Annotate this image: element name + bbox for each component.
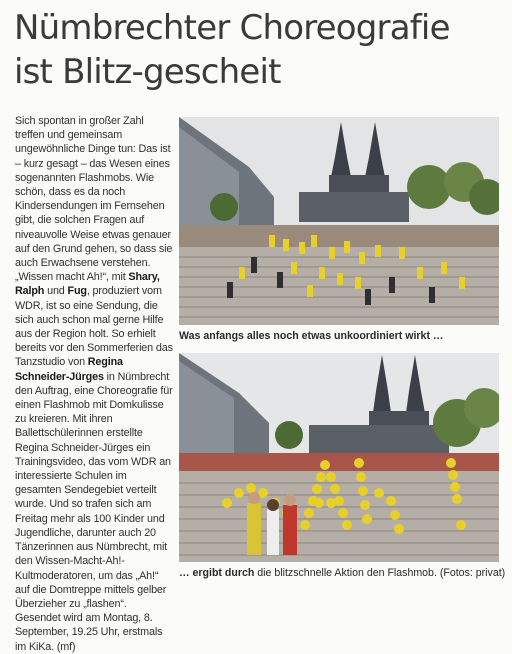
photo-caption-1: Was anfangs alles noch etwas unkoordiniert wirkt …	[179, 330, 444, 342]
article-body	[15, 114, 175, 654]
headline-line-2: ist Blitz-gescheit	[14, 52, 281, 92]
body-text-3: in Nümbrecht den Auftrag, eine Choreografie für einen Flashmob mit Domkulisse zu kreieren. Mit ihren Ballettschülerinnen erstellte Regina Schneider-Jürges ein Trainingsvideo, das vom WDR an interessierte Schulen im gesamten Sendegebiet verteilt wurde. Und so trafen sich am Freitag mehr als 100 Kinder und Jugendliche, darunter auch 20 Tänzerinnen aus Nümbrecht, mit den Wissen-Macht-Ah!-Kultmoderatoren, um das „Ah!“ auf die Domtreppe mittels gelber Überzieher zu „flashen“. Gesendet wird am Montag, 8. September, 19.25 Uhr, erstmals im KiKa. (mf)	[15, 370, 173, 653]
body-text-1: Sich spontan in großer Zahl treffen und gemeinsam ungewöhnliche Dinge tun: Das ist – kurz gesagt – das Wesen eines sogenannten Flashmobs. Wie schön, dass es da noch Kindersendungen im Fernsehen gibt, die solchen Fragen auf niveauvolle Weise etwas genauer auf den Grund gehen, so dass sie auch Erwachsene verstehen. „Wissen macht Ah!“, mit	[15, 115, 173, 284]
presenter-names-1: Shary, Ralph	[15, 271, 160, 298]
body-and: und	[44, 285, 68, 298]
body-text-2: , produziert vom WDR, ist so eine Sendung, die sich auch schon mal gerne Hilfe aus der Region holt. So erhielt bereits vor den Sommerferien das Tanzstudio von	[15, 285, 173, 369]
photo-crowd-illustration	[179, 117, 499, 325]
photo-flashmob-crowd	[179, 117, 499, 325]
photo-formation-illustration	[179, 353, 499, 562]
caption-2-text: die blitzschnelle Aktion den Flashmob. (Fotos: privat)	[254, 567, 506, 579]
caption-2-bold: … ergibt durch	[179, 567, 255, 579]
photo-caption-2	[179, 567, 509, 580]
article-headline	[14, 6, 504, 94]
headline-line-1: Nümbrechter Choreografie	[14, 8, 450, 48]
body-paragraph	[15, 114, 175, 654]
presenter-names-2: Fug	[67, 285, 87, 298]
studio-owner-name: Regina Schneider-Jürges	[15, 356, 123, 383]
photo-flashmob-formation	[179, 353, 499, 562]
